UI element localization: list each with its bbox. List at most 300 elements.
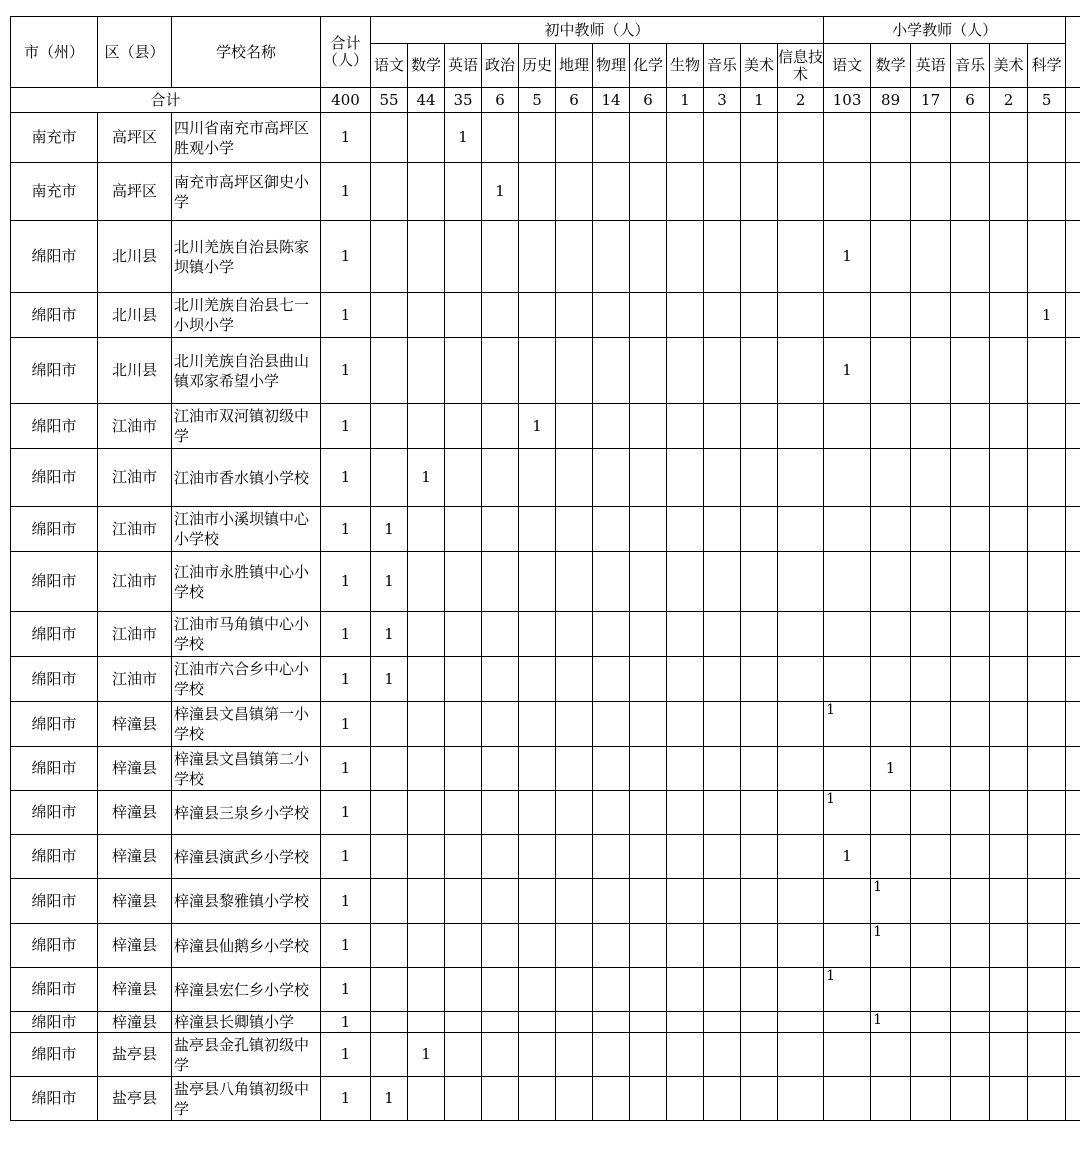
empty-cell — [1028, 791, 1066, 835]
total-row-value: 1 — [667, 88, 704, 113]
empty-cell — [667, 657, 704, 702]
empty-cell — [704, 404, 741, 449]
empty-cell — [741, 612, 778, 657]
empty-cell — [556, 747, 593, 791]
empty-cell — [824, 552, 871, 612]
row-subject-count: 1 — [1028, 293, 1066, 338]
empty-cell — [556, 879, 593, 924]
table-row — [11, 968, 1080, 1012]
row-school-name: 江油市六合乡中心小学校 — [172, 657, 321, 702]
empty-cell — [482, 507, 519, 552]
empty-cell — [1028, 702, 1066, 747]
empty-cell — [871, 968, 911, 1012]
overflow-cell — [1066, 835, 1080, 879]
empty-cell — [741, 1033, 778, 1077]
empty-cell — [556, 791, 593, 835]
empty-cell — [704, 113, 741, 163]
empty-cell — [445, 702, 482, 747]
row-city: 绵阳市 — [11, 791, 98, 835]
empty-cell — [630, 612, 667, 657]
empty-cell — [741, 113, 778, 163]
empty-cell — [951, 221, 990, 293]
empty-cell — [741, 791, 778, 835]
empty-cell — [556, 552, 593, 612]
row-district: 梓潼县 — [98, 968, 172, 1012]
empty-cell — [951, 338, 990, 404]
empty-cell — [556, 968, 593, 1012]
empty-cell — [871, 507, 911, 552]
empty-cell — [408, 791, 445, 835]
empty-cell — [519, 835, 556, 879]
empty-cell — [667, 924, 704, 968]
empty-cell — [871, 835, 911, 879]
total-row-value: 55 — [371, 88, 408, 113]
empty-cell — [667, 791, 704, 835]
empty-cell — [1028, 507, 1066, 552]
empty-cell — [704, 835, 741, 879]
empty-cell — [824, 163, 871, 221]
row-subject-count: 1 — [482, 163, 519, 221]
empty-cell — [556, 702, 593, 747]
empty-cell — [371, 879, 408, 924]
empty-cell — [778, 338, 824, 404]
empty-cell — [556, 924, 593, 968]
empty-cell — [704, 449, 741, 507]
empty-cell — [482, 879, 519, 924]
empty-cell — [667, 163, 704, 221]
empty-cell — [556, 1077, 593, 1121]
empty-cell — [741, 404, 778, 449]
row-subject-count: 1 — [824, 968, 871, 1012]
overflow-cell — [1066, 612, 1080, 657]
empty-cell — [911, 293, 951, 338]
empty-cell — [445, 835, 482, 879]
empty-cell — [630, 221, 667, 293]
row-school-name: 四川省南充市高坪区胜观小学 — [172, 113, 321, 163]
empty-cell — [1028, 1033, 1066, 1077]
empty-cell — [951, 449, 990, 507]
empty-cell — [990, 968, 1028, 1012]
empty-cell — [667, 835, 704, 879]
table-row — [11, 449, 1080, 507]
row-city: 绵阳市 — [11, 552, 98, 612]
empty-cell — [593, 338, 630, 404]
empty-cell — [445, 791, 482, 835]
empty-cell — [911, 879, 951, 924]
row-city: 绵阳市 — [11, 835, 98, 879]
header-primary-subject: 英语 — [911, 44, 951, 88]
empty-cell — [482, 924, 519, 968]
table-row — [11, 404, 1080, 449]
empty-cell — [371, 449, 408, 507]
empty-cell — [371, 924, 408, 968]
empty-cell — [630, 1012, 667, 1033]
empty-cell — [778, 163, 824, 221]
table-row — [11, 747, 1080, 791]
empty-cell — [778, 404, 824, 449]
empty-cell — [951, 404, 990, 449]
empty-cell — [519, 113, 556, 163]
empty-cell — [741, 924, 778, 968]
row-district: 盐亭县 — [98, 1077, 172, 1121]
row-city: 绵阳市 — [11, 449, 98, 507]
row-school-name: 江油市香水镇小学校 — [172, 449, 321, 507]
empty-cell — [667, 1033, 704, 1077]
empty-cell — [911, 747, 951, 791]
empty-cell — [630, 1033, 667, 1077]
empty-cell — [445, 404, 482, 449]
empty-cell — [741, 968, 778, 1012]
empty-cell — [630, 879, 667, 924]
header-junior-subject: 美术 — [741, 44, 778, 88]
empty-cell — [371, 293, 408, 338]
row-district: 江油市 — [98, 507, 172, 552]
total-row-value: 17 — [911, 88, 951, 113]
row-district: 梓潼县 — [98, 1012, 172, 1033]
empty-cell — [778, 449, 824, 507]
empty-cell — [408, 702, 445, 747]
row-city: 南充市 — [11, 163, 98, 221]
empty-cell — [482, 747, 519, 791]
row-total: 1 — [321, 1033, 371, 1077]
row-total: 1 — [321, 338, 371, 404]
empty-cell — [778, 113, 824, 163]
empty-cell — [408, 1012, 445, 1033]
row-school-name: 梓潼县文昌镇第一小学校 — [172, 702, 321, 747]
empty-cell — [482, 338, 519, 404]
teacher-allocation-table — [10, 16, 1080, 1121]
empty-cell — [990, 338, 1028, 404]
empty-cell — [556, 612, 593, 657]
empty-cell — [445, 924, 482, 968]
total-row-value: 2 — [778, 88, 824, 113]
empty-cell — [911, 449, 951, 507]
row-city: 绵阳市 — [11, 968, 98, 1012]
empty-cell — [871, 791, 911, 835]
row-total: 1 — [321, 791, 371, 835]
overflow-cell — [1066, 968, 1080, 1012]
header-junior-subject: 地理 — [556, 44, 593, 88]
empty-cell — [408, 835, 445, 879]
empty-cell — [990, 1012, 1028, 1033]
overflow-cell — [1066, 449, 1080, 507]
empty-cell — [371, 702, 408, 747]
row-city: 绵阳市 — [11, 879, 98, 924]
empty-cell — [990, 163, 1028, 221]
empty-cell — [593, 293, 630, 338]
empty-cell — [519, 747, 556, 791]
empty-cell — [445, 221, 482, 293]
empty-cell — [408, 879, 445, 924]
header-junior-subject: 数学 — [408, 44, 445, 88]
empty-cell — [408, 612, 445, 657]
empty-cell — [1028, 1012, 1066, 1033]
empty-cell — [704, 338, 741, 404]
row-subject-count: 1 — [824, 221, 871, 293]
empty-cell — [519, 791, 556, 835]
overflow-cell — [1066, 221, 1080, 293]
empty-cell — [482, 1012, 519, 1033]
table-row — [11, 702, 1080, 747]
empty-cell — [371, 968, 408, 1012]
empty-cell — [556, 338, 593, 404]
empty-cell — [630, 449, 667, 507]
empty-cell — [1028, 338, 1066, 404]
row-city: 绵阳市 — [11, 1033, 98, 1077]
row-subject-count: 1 — [824, 338, 871, 404]
empty-cell — [990, 924, 1028, 968]
empty-cell — [741, 293, 778, 338]
empty-cell — [556, 163, 593, 221]
empty-cell — [482, 293, 519, 338]
row-district: 梓潼县 — [98, 879, 172, 924]
empty-cell — [371, 221, 408, 293]
empty-cell — [990, 221, 1028, 293]
empty-cell — [704, 702, 741, 747]
empty-cell — [741, 702, 778, 747]
empty-cell — [630, 404, 667, 449]
empty-cell — [871, 404, 911, 449]
empty-cell — [519, 293, 556, 338]
row-school-name: 江油市马角镇中心小学校 — [172, 612, 321, 657]
empty-cell — [371, 835, 408, 879]
empty-cell — [871, 552, 911, 612]
empty-cell — [593, 924, 630, 968]
empty-cell — [445, 163, 482, 221]
empty-cell — [371, 163, 408, 221]
row-district: 江油市 — [98, 612, 172, 657]
header-junior-subject: 语文 — [371, 44, 408, 88]
empty-cell — [519, 1012, 556, 1033]
empty-cell — [408, 924, 445, 968]
empty-cell — [482, 702, 519, 747]
empty-cell — [482, 113, 519, 163]
header-overflow-cell — [1066, 17, 1080, 88]
empty-cell — [990, 612, 1028, 657]
table-row — [11, 552, 1080, 612]
empty-cell — [741, 338, 778, 404]
empty-cell — [593, 835, 630, 879]
empty-cell — [824, 293, 871, 338]
row-subject-count: 1 — [871, 879, 911, 924]
empty-cell — [667, 338, 704, 404]
empty-cell — [593, 702, 630, 747]
empty-cell — [482, 221, 519, 293]
empty-cell — [593, 1012, 630, 1033]
header-total: 合计（人） — [321, 17, 371, 88]
empty-cell — [704, 552, 741, 612]
empty-cell — [990, 791, 1028, 835]
overflow-cell — [1066, 791, 1080, 835]
empty-cell — [630, 552, 667, 612]
empty-cell — [630, 924, 667, 968]
empty-cell — [445, 507, 482, 552]
row-total: 1 — [321, 1012, 371, 1033]
row-total: 1 — [321, 113, 371, 163]
data-table — [10, 16, 1080, 1121]
empty-cell — [408, 338, 445, 404]
empty-cell — [519, 1033, 556, 1077]
table-row — [11, 163, 1080, 221]
empty-cell — [482, 657, 519, 702]
total-row-value: 5 — [1028, 88, 1066, 113]
empty-cell — [593, 404, 630, 449]
empty-cell — [519, 879, 556, 924]
empty-cell — [667, 404, 704, 449]
row-subject-count: 1 — [371, 552, 408, 612]
row-subject-count: 1 — [871, 924, 911, 968]
empty-cell — [824, 924, 871, 968]
overflow-cell — [1066, 113, 1080, 163]
empty-cell — [593, 221, 630, 293]
empty-cell — [630, 835, 667, 879]
empty-cell — [824, 113, 871, 163]
total-row-value: 6 — [630, 88, 667, 113]
row-school-name: 南充市高坪区御史小学 — [172, 163, 321, 221]
row-subject-count: 1 — [519, 404, 556, 449]
empty-cell — [990, 293, 1028, 338]
row-subject-count: 1 — [371, 507, 408, 552]
overflow-cell — [1066, 924, 1080, 968]
empty-cell — [951, 657, 990, 702]
empty-cell — [911, 552, 951, 612]
empty-cell — [911, 657, 951, 702]
empty-cell — [556, 1012, 593, 1033]
empty-cell — [741, 221, 778, 293]
empty-cell — [824, 449, 871, 507]
empty-cell — [990, 835, 1028, 879]
empty-cell — [741, 657, 778, 702]
row-school-name: 盐亭县八角镇初级中学 — [172, 1077, 321, 1121]
empty-cell — [371, 747, 408, 791]
table-row — [11, 338, 1080, 404]
overflow-cell — [1066, 507, 1080, 552]
empty-cell — [519, 221, 556, 293]
row-city: 绵阳市 — [11, 1012, 98, 1033]
empty-cell — [445, 293, 482, 338]
overflow-cell — [1066, 293, 1080, 338]
row-city: 绵阳市 — [11, 1077, 98, 1121]
empty-cell — [667, 449, 704, 507]
overflow-cell — [1066, 163, 1080, 221]
row-school-name: 梓潼县长卿镇小学 — [172, 1012, 321, 1033]
table-row — [11, 924, 1080, 968]
empty-cell — [778, 835, 824, 879]
empty-cell — [519, 612, 556, 657]
empty-cell — [741, 449, 778, 507]
empty-cell — [445, 338, 482, 404]
row-subject-count: 1 — [445, 113, 482, 163]
empty-cell — [911, 1033, 951, 1077]
empty-cell — [1028, 163, 1066, 221]
row-total: 1 — [321, 404, 371, 449]
empty-cell — [704, 163, 741, 221]
empty-cell — [990, 747, 1028, 791]
empty-cell — [519, 968, 556, 1012]
empty-cell — [871, 163, 911, 221]
empty-cell — [556, 293, 593, 338]
empty-cell — [667, 879, 704, 924]
empty-cell — [667, 552, 704, 612]
row-total: 1 — [321, 702, 371, 747]
empty-cell — [630, 338, 667, 404]
header-school: 学校名称 — [172, 17, 321, 88]
empty-cell — [445, 747, 482, 791]
empty-cell — [445, 1012, 482, 1033]
empty-cell — [1028, 657, 1066, 702]
empty-cell — [630, 702, 667, 747]
empty-cell — [911, 163, 951, 221]
row-total: 1 — [321, 552, 371, 612]
row-district: 江油市 — [98, 404, 172, 449]
empty-cell — [951, 612, 990, 657]
row-district: 北川县 — [98, 293, 172, 338]
empty-cell — [630, 791, 667, 835]
empty-cell — [824, 612, 871, 657]
table-row — [11, 879, 1080, 924]
row-subject-count: 1 — [871, 747, 911, 791]
empty-cell — [519, 338, 556, 404]
row-city: 绵阳市 — [11, 293, 98, 338]
row-total: 1 — [321, 657, 371, 702]
empty-cell — [556, 1033, 593, 1077]
row-school-name: 江油市小溪坝镇中心小学校 — [172, 507, 321, 552]
empty-cell — [951, 293, 990, 338]
empty-cell — [778, 1033, 824, 1077]
empty-cell — [990, 449, 1028, 507]
empty-cell — [667, 612, 704, 657]
empty-cell — [593, 791, 630, 835]
empty-cell — [482, 1033, 519, 1077]
empty-cell — [951, 747, 990, 791]
empty-cell — [911, 702, 951, 747]
row-city: 绵阳市 — [11, 338, 98, 404]
row-total: 1 — [321, 221, 371, 293]
empty-cell — [593, 657, 630, 702]
table-row — [11, 1077, 1080, 1121]
empty-cell — [704, 747, 741, 791]
empty-cell — [482, 552, 519, 612]
row-total: 1 — [321, 924, 371, 968]
empty-cell — [911, 612, 951, 657]
header-junior-subject: 化学 — [630, 44, 667, 88]
row-school-name: 盐亭县金孔镇初级中学 — [172, 1033, 321, 1077]
row-school-name: 北川羌族自治县曲山镇邓家希望小学 — [172, 338, 321, 404]
total-row-label: 合计 — [11, 88, 321, 113]
empty-cell — [445, 449, 482, 507]
overflow-cell — [1066, 657, 1080, 702]
row-district: 梓潼县 — [98, 835, 172, 879]
empty-cell — [408, 221, 445, 293]
row-city: 绵阳市 — [11, 507, 98, 552]
row-school-name: 梓潼县黎雅镇小学校 — [172, 879, 321, 924]
empty-cell — [741, 747, 778, 791]
overflow-cell — [1066, 338, 1080, 404]
empty-cell — [704, 791, 741, 835]
header-primary-subject: 科学 — [1028, 44, 1066, 88]
empty-cell — [593, 113, 630, 163]
table-row — [11, 612, 1080, 657]
header-junior-group: 初中教师（人） — [371, 17, 824, 44]
empty-cell — [667, 1077, 704, 1121]
empty-cell — [445, 1033, 482, 1077]
empty-cell — [951, 835, 990, 879]
empty-cell — [951, 702, 990, 747]
header-district: 区（县） — [98, 17, 172, 88]
row-total: 1 — [321, 293, 371, 338]
empty-cell — [519, 163, 556, 221]
total-row-value: 89 — [871, 88, 911, 113]
